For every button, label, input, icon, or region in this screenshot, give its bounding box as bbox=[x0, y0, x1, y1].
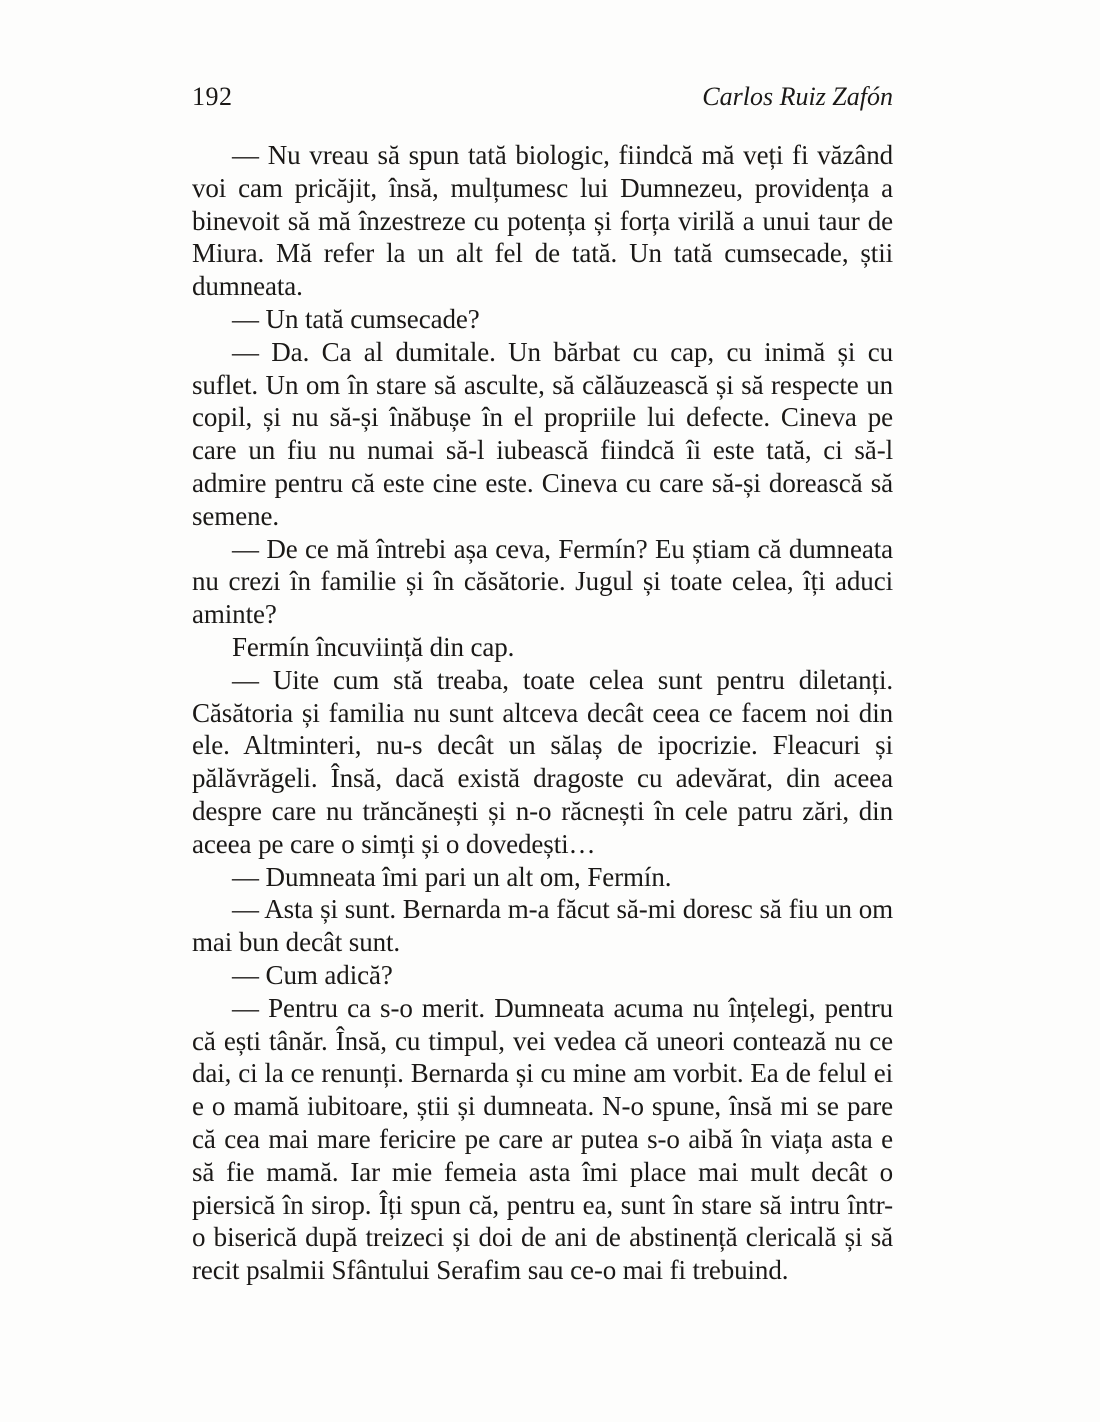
paragraph: — Da. Ca al dumitale. Un bărbat cu cap, cu inimă și cu suflet. Un om în stare să asculte, să călăuzească și să respecte un copil, și nu să-și înăbușe în el propriile lui defecte. Cineva pe care un fiu nu numai să-l iubească fiindcă îi este tată, ci să-l admire pentru că este cine este. Cineva cu care să-și dorească să semene. bbox=[192, 336, 893, 531]
running-title: Carlos Ruiz Zafón bbox=[702, 82, 893, 111]
paragraph: — Nu vreau să spun tată biologic, fiindcă mă veți fi văzând voi cam pricăjit, însă, mulțumesc lui Dumnezeu, providența a binevoit să mă înzestreze cu potența și forța virilă a unui taur de Miura. Mă refer la un alt fel de tată. Un tată cumsecade, știi dumneata. bbox=[192, 140, 893, 302]
page-number: 192 bbox=[192, 82, 233, 111]
paragraph: — Cum adică? bbox=[232, 959, 393, 990]
paragraph: — Uite cum stă treaba, toate celea sunt pentru diletanți. Căsătoria și familia nu sunt altceva decât ceea ce facem noi din ele. Altminteri, nu-s decât un sălaș de ipocrizie. Fleacuri și pălăvrăgeli. Însă, dacă există dragoste cu adevărat, din aceea despre care nu trăncănești și n-o răcnești în cele patru zări, din aceea pe care o simți și o dovedești… bbox=[192, 664, 893, 859]
paragraph: — Pentru ca s-o merit. Dumneata acuma nu înțelegi, pentru că ești tânăr. Însă, cu timpul, vei vedea că uneori contează nu ce dai, ci la ce renunți. Bernarda și cu mine am vorbit. Ea de felul ei e o mamă iubitoare, știi și dumneata. N-o spune, însă mi se pare că cea mai mare fericire pe care ar putea s-o aibă în viața asta e să fie mamă. Iar mie femeia asta îmi place mai mult decât o piersică în sirop. Îți spun că, pentru ea, sunt în stare să intru într-o biserică după treizeci și doi de ani de abstinență clericală și să recit psalmii Sfântului Serafim sau ce-o mai fi trebuind. bbox=[192, 992, 893, 1286]
paragraph: — Asta și sunt. Bernarda m-a făcut să-mi doresc să fiu un om mai bun decât sunt. bbox=[192, 894, 893, 958]
paragraph: — Dumneata îmi pari un alt om, Fermín. bbox=[232, 861, 672, 892]
paragraph: — De ce mă întrebi așa ceva, Fermín? Eu știam că dumneata nu crezi în familie și în căsătorie. Jugul și toate celea, îți aduci aminte? bbox=[192, 533, 893, 630]
page-header bbox=[192, 83, 893, 112]
page-text-block bbox=[192, 139, 893, 1287]
paragraph: — Un tată cumsecade? bbox=[232, 303, 480, 334]
paragraph: Fermín încuviință din cap. bbox=[232, 631, 515, 662]
